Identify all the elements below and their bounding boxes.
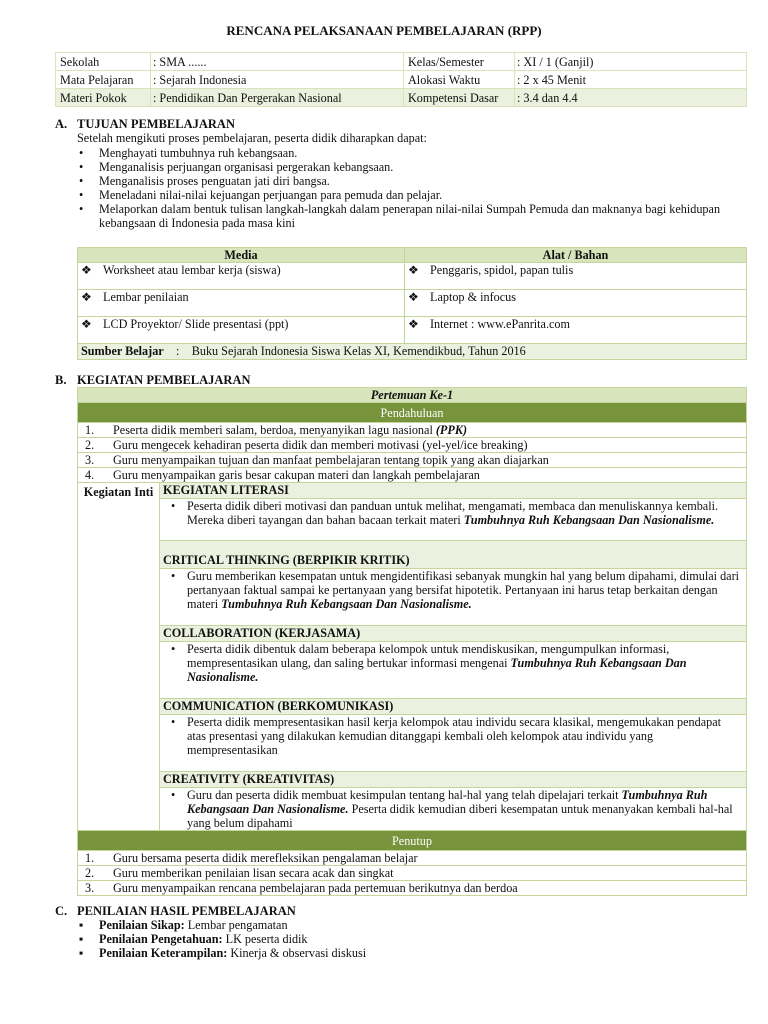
table-row: 3. Guru menyampaikan tujuan dan manfaat pembelajaran tentang topik yang akan diajarkan xyxy=(78,453,747,468)
alat-cell: ❖ Penggaris, spidol, papan tulis xyxy=(405,263,747,290)
identity-value: : 3.4 dan 4.4 xyxy=(515,89,747,107)
bullet-icon: • xyxy=(171,715,176,729)
section-c-heading xyxy=(55,904,296,918)
alat-cell: ❖ Internet : www.ePanrita.com xyxy=(405,317,747,344)
diamond-icon: ❖ xyxy=(408,290,419,304)
bullet-icon: • xyxy=(171,569,176,583)
objectives-intro: Setelah mengikuti proses pembelajaran, peserta didik diharapkan dapat: xyxy=(77,131,427,145)
bullet-icon: • xyxy=(171,642,176,656)
bullet-icon: • xyxy=(79,188,84,202)
inti-subheader: KEGIATAN LITERASI xyxy=(160,483,747,499)
section-b-heading xyxy=(55,373,251,387)
section-number: C. xyxy=(55,904,68,918)
inti-body: • Guru memberikan kesempatan untuk mengidentifikasi sebanyak mungkin hal yang belum dipahami, dimulai dari pertanyaan faktual sampai ke pertanyaan yang bersifat hipotetik. Pertanyaan ini harus tetap berkaitan dengan materi Tumbuhnya Ruh Kebangsaan Dan Nasionalisme. xyxy=(160,569,747,626)
list-item: • Melaporkan dalam bentuk tulisan langkah-langkah dalam penerapan nilai-nilai Sumpah Pemuda dan maknanya bagi kehidupan kebangsaan di Indonesia pada masa kini xyxy=(79,202,721,230)
bullet-icon: • xyxy=(79,174,84,188)
bullet-icon: • xyxy=(79,202,84,216)
identity-label: Kompetensi Dasar xyxy=(404,89,515,107)
section-number: B. xyxy=(55,373,67,387)
identity-value: : Sejarah Indonesia xyxy=(151,71,404,89)
media-cell: ❖ Worksheet atau lembar kerja (siswa) xyxy=(78,263,405,290)
table-row: 2. Guru memberikan penilaian lisan secara acak dan singkat xyxy=(78,866,747,881)
table-row: 2. Guru mengecek kehadiran peserta didik dan memberi motivasi (yel-yel/ice breaking) xyxy=(78,438,747,453)
list-item: ▪ Penilaian Pengetahuan: LK peserta didik xyxy=(79,932,308,946)
section-title: KEGIATAN PEMBELAJARAN xyxy=(77,373,251,387)
bullet-icon: • xyxy=(79,160,84,174)
section-a-heading xyxy=(55,117,235,131)
table-row xyxy=(78,317,747,344)
identity-table xyxy=(55,52,747,107)
inti-subheader: COMMUNICATION (BERKOMUNIKASI) xyxy=(160,699,747,715)
inti-body: • Peserta didik mempresentasikan hasil kerja kelompok atau individu secara klasikal, mengemukakan pendapat atas presentasi yang dilakukan kemudian ditanggapi kembali oleh kelompok atau individu yang mempresentasikan xyxy=(160,715,747,772)
source-row xyxy=(78,344,747,360)
pendahuluan-header: Pendahuluan xyxy=(78,403,747,423)
table-row xyxy=(78,263,747,290)
table-row: 4. Guru menyampaikan garis besar cakupan materi dan langkah pembelajaran xyxy=(78,468,747,483)
diamond-icon: ❖ xyxy=(81,317,92,331)
inti-subheader: CRITICAL THINKING (BERPIKIR KRITIK) xyxy=(160,541,747,569)
inti-subheader: CREATIVITY (KREATIVITAS) xyxy=(160,772,747,788)
activities-table xyxy=(77,387,747,896)
identity-row xyxy=(56,89,747,107)
identity-value: : 2 x 45 Menit xyxy=(515,71,747,89)
inti-subheader: COLLABORATION (KERJASAMA) xyxy=(160,626,747,642)
identity-label: Mata Pelajaran xyxy=(56,71,151,89)
bullet-icon: • xyxy=(79,146,84,160)
media-cell: ❖ Lembar penilaian xyxy=(78,290,405,317)
table-row: 1. Guru bersama peserta didik merefleksikan pengalaman belajar xyxy=(78,851,747,866)
square-bullet-icon: ▪ xyxy=(79,946,84,960)
list-item: • Meneladani nilai-nilai kejuangan perjuangan para pemuda dan pelajar. xyxy=(79,188,443,202)
alat-cell: ❖ Laptop & infocus xyxy=(405,290,747,317)
source-label: Sumber Belajar xyxy=(81,344,164,358)
meeting-header: Pertemuan Ke-1 xyxy=(78,388,747,403)
diamond-icon: ❖ xyxy=(81,263,92,277)
diamond-icon: ❖ xyxy=(81,290,92,304)
alat-header: Alat / Bahan xyxy=(405,248,747,263)
inti-body: • Peserta didik dibentuk dalam beberapa kelompok untuk mendiskusikan, mengumpulkan informasi, mempresentasikan ulang, dan saling bertukar informasi mengenai Tumbuhnya Ruh Kebangsaan Dan Nasionalisme. xyxy=(160,642,747,699)
identity-value: : XI / 1 (Ganjil) xyxy=(515,53,747,71)
section-number: A. xyxy=(55,117,68,131)
media-header: Media xyxy=(78,248,405,263)
square-bullet-icon: ▪ xyxy=(79,932,84,946)
bullet-icon: • xyxy=(171,788,176,802)
identity-row xyxy=(56,71,747,89)
media-table xyxy=(77,247,747,360)
square-bullet-icon: ▪ xyxy=(79,918,84,932)
list-item: • Menghayati tumbuhnya ruh kebangsaan. xyxy=(79,146,298,160)
list-item: • Menganalisis perjuangan organisasi pergerakan kebangsaan. xyxy=(79,160,394,174)
table-row xyxy=(78,290,747,317)
inti-body: • Peserta didik diberi motivasi dan panduan untuk melihat, mengamati, membaca dan menuliskannya kembali. Mereka diberi tayangan dan bahan bacaan terkait materi Tumbuhnya Ruh Kebangsaan Dan Nasionalisme. xyxy=(160,499,747,541)
assessment-list xyxy=(77,918,366,960)
diamond-icon: ❖ xyxy=(408,263,419,277)
diamond-icon: ❖ xyxy=(408,317,419,331)
table-row: 1. Peserta didik memberi salam, berdoa, menyanyikan lagu nasional (PPK) xyxy=(78,423,747,438)
identity-label: Alokasi Waktu xyxy=(404,71,515,89)
penutup-header: Penutup xyxy=(78,831,747,851)
media-cell: ❖ LCD Proyektor/ Slide presentasi (ppt) xyxy=(78,317,405,344)
list-item: • Menganalisis proses penguatan jati diri bangsa. xyxy=(79,174,330,188)
bullet-icon: • xyxy=(171,499,176,513)
identity-value: : SMA ...... xyxy=(151,53,404,71)
identity-row xyxy=(56,53,747,71)
identity-label: Materi Pokok xyxy=(56,89,151,107)
objectives-list xyxy=(77,146,747,230)
section-title: TUJUAN PEMBELAJARAN xyxy=(77,117,235,131)
source-value: Buku Sejarah Indonesia Siswa Kelas XI, Kemendikbud, Tahun 2016 xyxy=(191,344,526,358)
document-title: RENCANA PELAKSANAAN PEMBELAJARAN (RPP) xyxy=(226,23,542,38)
table-row: 3. Guru menyampaikan rencana pembelajaran pada pertemuan berikutnya dan berdoa xyxy=(78,881,747,896)
identity-value: : Pendidikan Dan Pergerakan Nasional xyxy=(151,89,404,107)
kegiatan-inti-label: Kegiatan Inti xyxy=(78,483,160,831)
source-separator: : xyxy=(176,344,180,358)
identity-label: Kelas/Semester xyxy=(404,53,515,71)
source-cell xyxy=(78,344,747,360)
list-item: ▪ Penilaian Sikap: Lembar pengamatan xyxy=(79,918,288,932)
section-title: PENILAIAN HASIL PEMBELAJARAN xyxy=(77,904,296,918)
identity-label: Sekolah xyxy=(56,53,151,71)
inti-body: • Guru dan peserta didik membuat kesimpulan tentang hal-hal yang telah dipelajari terkait Tumbuhnya Ruh Kebangsaan Dan Nasionalisme. Peserta didik kemudian diberi kesempatan untuk menanyakan kembali hal-hal yang belum dipahami xyxy=(160,788,747,831)
list-item: ▪ Penilaian Keterampilan: Kinerja & observasi diskusi xyxy=(79,946,367,960)
